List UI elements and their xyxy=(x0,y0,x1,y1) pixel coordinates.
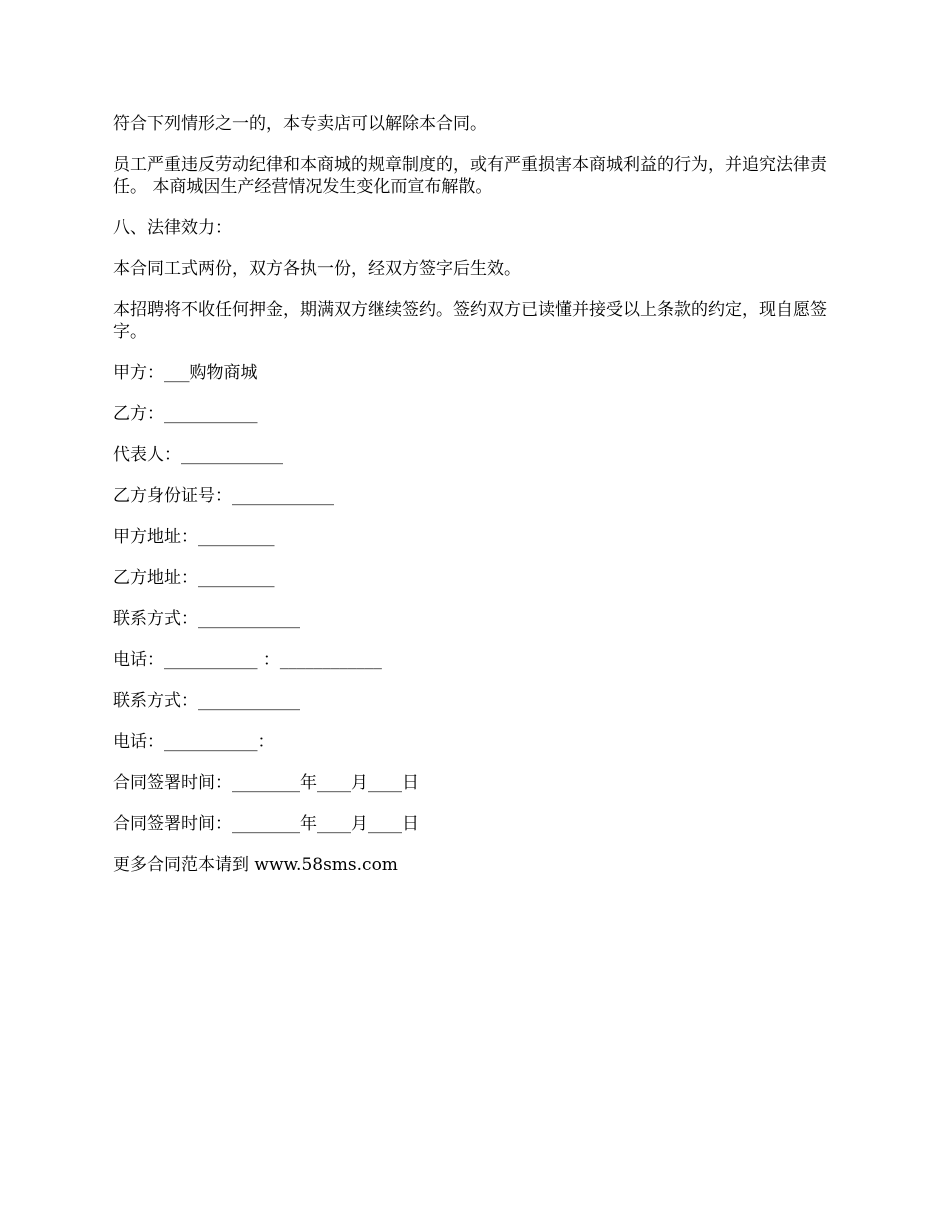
clause-termination-intro: 符合下列情形之一的，本专卖店可以解除本合同。 xyxy=(113,114,487,134)
party-b-line: 乙方：___________ xyxy=(113,404,258,424)
clause-deposit-agreement: 本招聘将不收任何押金，期满双方继续签约。签约双方已读懂并接受以上条款的约定，现自愿签字。 xyxy=(113,300,827,342)
party-a-line: 甲方：___购物商城 xyxy=(113,363,258,383)
phone-line-1: 电话：___________ ：____________ xyxy=(113,650,382,670)
section-heading-legal-effect: 八、法律效力： xyxy=(113,218,232,238)
clause-termination-conditions: 员工严重违反劳动纪律和本商城的规章制度的，或有严重损害本商城利益的行为，并追究法律责任。 本商城因生产经营情况发生变化而宣布解散。 xyxy=(113,155,827,197)
contact-method-line-2: 联系方式：____________ xyxy=(113,691,300,711)
clause-copies: 本合同工式两份，双方各执一份，经双方签字后生效。 xyxy=(113,259,521,279)
party-b-address-line: 乙方地址：_________ xyxy=(113,568,275,588)
party-a-address-line: 甲方地址：_________ xyxy=(113,527,275,547)
party-b-id-number-line: 乙方身份证号：____________ xyxy=(113,486,334,506)
signing-date-line-2: 合同签署时间：________年____月____日 xyxy=(113,814,419,834)
signing-date-line-1: 合同签署时间：________年____月____日 xyxy=(113,773,419,793)
representative-line: 代表人：____________ xyxy=(113,445,283,465)
contact-method-line-1: 联系方式：____________ xyxy=(113,609,300,629)
document-page xyxy=(113,113,843,895)
footer-more-templates: 更多合同范本请到 www.58sms.com xyxy=(113,855,398,875)
phone-line-2: 电话：___________： xyxy=(113,732,275,752)
